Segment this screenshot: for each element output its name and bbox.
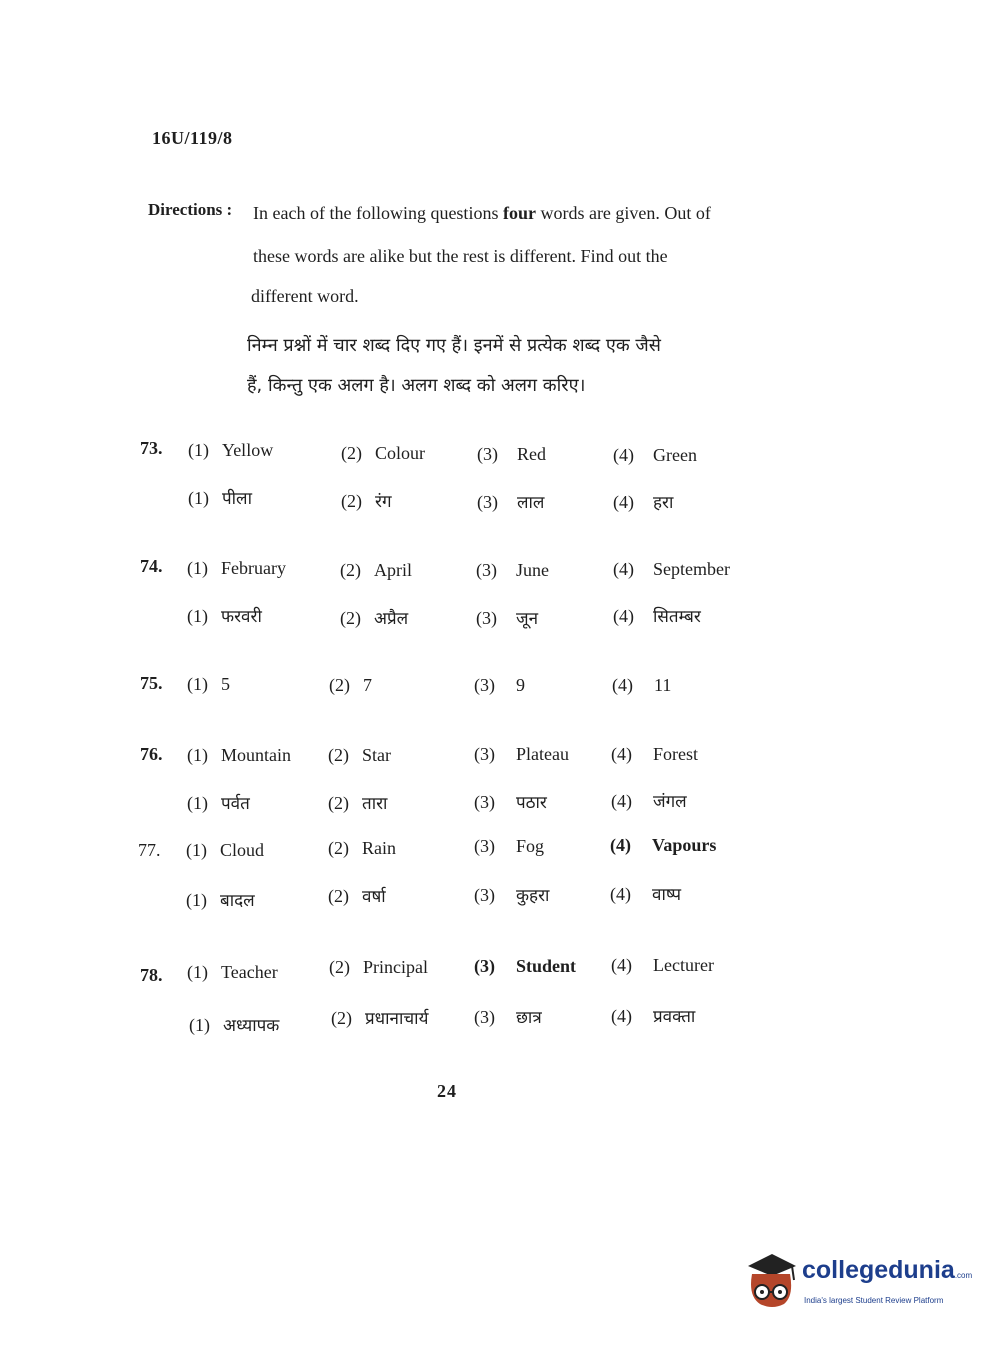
option: (4) प्रवक्ता — [611, 1006, 696, 1027]
directions-label: Directions : — [148, 200, 233, 219]
option: (1) पीला — [188, 488, 252, 509]
option: (3) जून — [476, 608, 539, 629]
directions-line-1 — [253, 203, 711, 224]
option: (3) छात्र — [474, 1007, 542, 1028]
option: (4) Vapours — [610, 835, 717, 855]
option: (4) Forest — [611, 744, 698, 764]
option: (4) September — [613, 559, 730, 579]
option: (3) Fog — [474, 836, 545, 856]
option: (4) 11 — [612, 675, 672, 695]
option: (2) 7 — [329, 675, 372, 695]
option: (1) 5 — [187, 674, 230, 694]
option: (1) फरवरी — [187, 606, 262, 627]
option: (4) सितम्बर — [613, 606, 701, 627]
question-number: 74. — [140, 556, 163, 576]
option: (2) तारा — [328, 793, 388, 814]
directions-hindi-2: हैं, किन्तु एक अलग है। अलग शब्द को अलग करिए। — [247, 375, 586, 396]
option: (2) Star — [328, 745, 391, 765]
option: (1) Yellow — [188, 440, 274, 460]
option: (3) लाल — [477, 492, 545, 513]
mascot-icon — [742, 1252, 800, 1312]
option: (3) कुहरा — [474, 885, 550, 906]
collegedunia-logo — [742, 1252, 972, 1314]
question-number: 75. — [140, 673, 163, 693]
directions-hindi-1: निम्न प्रश्नों में चार शब्द दिए गए हैं। इनमें से प्रत्येक शब्द एक जैसे — [247, 335, 661, 356]
option: (1) पर्वत — [187, 793, 250, 814]
option: (3) June — [476, 560, 549, 580]
option: (2) रंग — [341, 491, 392, 512]
logo-wordmark: collegedunia.com — [802, 1256, 973, 1284]
option: (3) Red — [477, 444, 546, 464]
question-number: 77. — [138, 840, 161, 860]
option: (1) Mountain — [187, 745, 291, 765]
option: (1) Teacher — [187, 962, 278, 982]
option: (3) पठार — [474, 792, 547, 813]
option: (4) हरा — [613, 492, 674, 513]
paper-code: 16U/119/8 — [152, 128, 233, 148]
option: (2) वर्षा — [328, 886, 386, 907]
question-number: 76. — [140, 744, 163, 764]
option: (4) जंगल — [611, 791, 687, 812]
option: (1) अध्यापक — [189, 1015, 280, 1036]
directions-line-2: these words are alike but the rest is different. Find out the — [253, 246, 668, 266]
option: (1) बादल — [186, 890, 255, 911]
option: (1) Cloud — [186, 840, 265, 860]
page-number: 24 — [437, 1081, 457, 1101]
option: (2) Colour — [341, 443, 426, 463]
directions-line-3: different word. — [251, 286, 359, 306]
option: (2) प्रधानाचार्य — [331, 1008, 429, 1029]
option: (4) वाष्प — [610, 884, 681, 905]
option: (1) February — [187, 558, 286, 578]
option: (3) Plateau — [474, 744, 569, 764]
option: (3) 9 — [474, 675, 525, 695]
option: (2) अप्रैल — [340, 608, 409, 629]
option: (2) Rain — [328, 838, 396, 858]
option: (3) Student — [474, 956, 577, 976]
directions-text-c: words are given. Out of — [540, 203, 711, 223]
option: (2) Principal — [329, 957, 428, 977]
directions-text-a: In each of the following questions — [253, 203, 499, 223]
question-number: 73. — [140, 438, 163, 458]
option: (2) April — [340, 560, 412, 580]
directions-text-bold: four — [502, 203, 536, 223]
option: (4) Lecturer — [611, 955, 714, 975]
question-number: 78. — [140, 965, 163, 985]
logo-tagline: India's largest Student Review Platform — [804, 1296, 944, 1305]
option: (4) Green — [613, 445, 697, 465]
